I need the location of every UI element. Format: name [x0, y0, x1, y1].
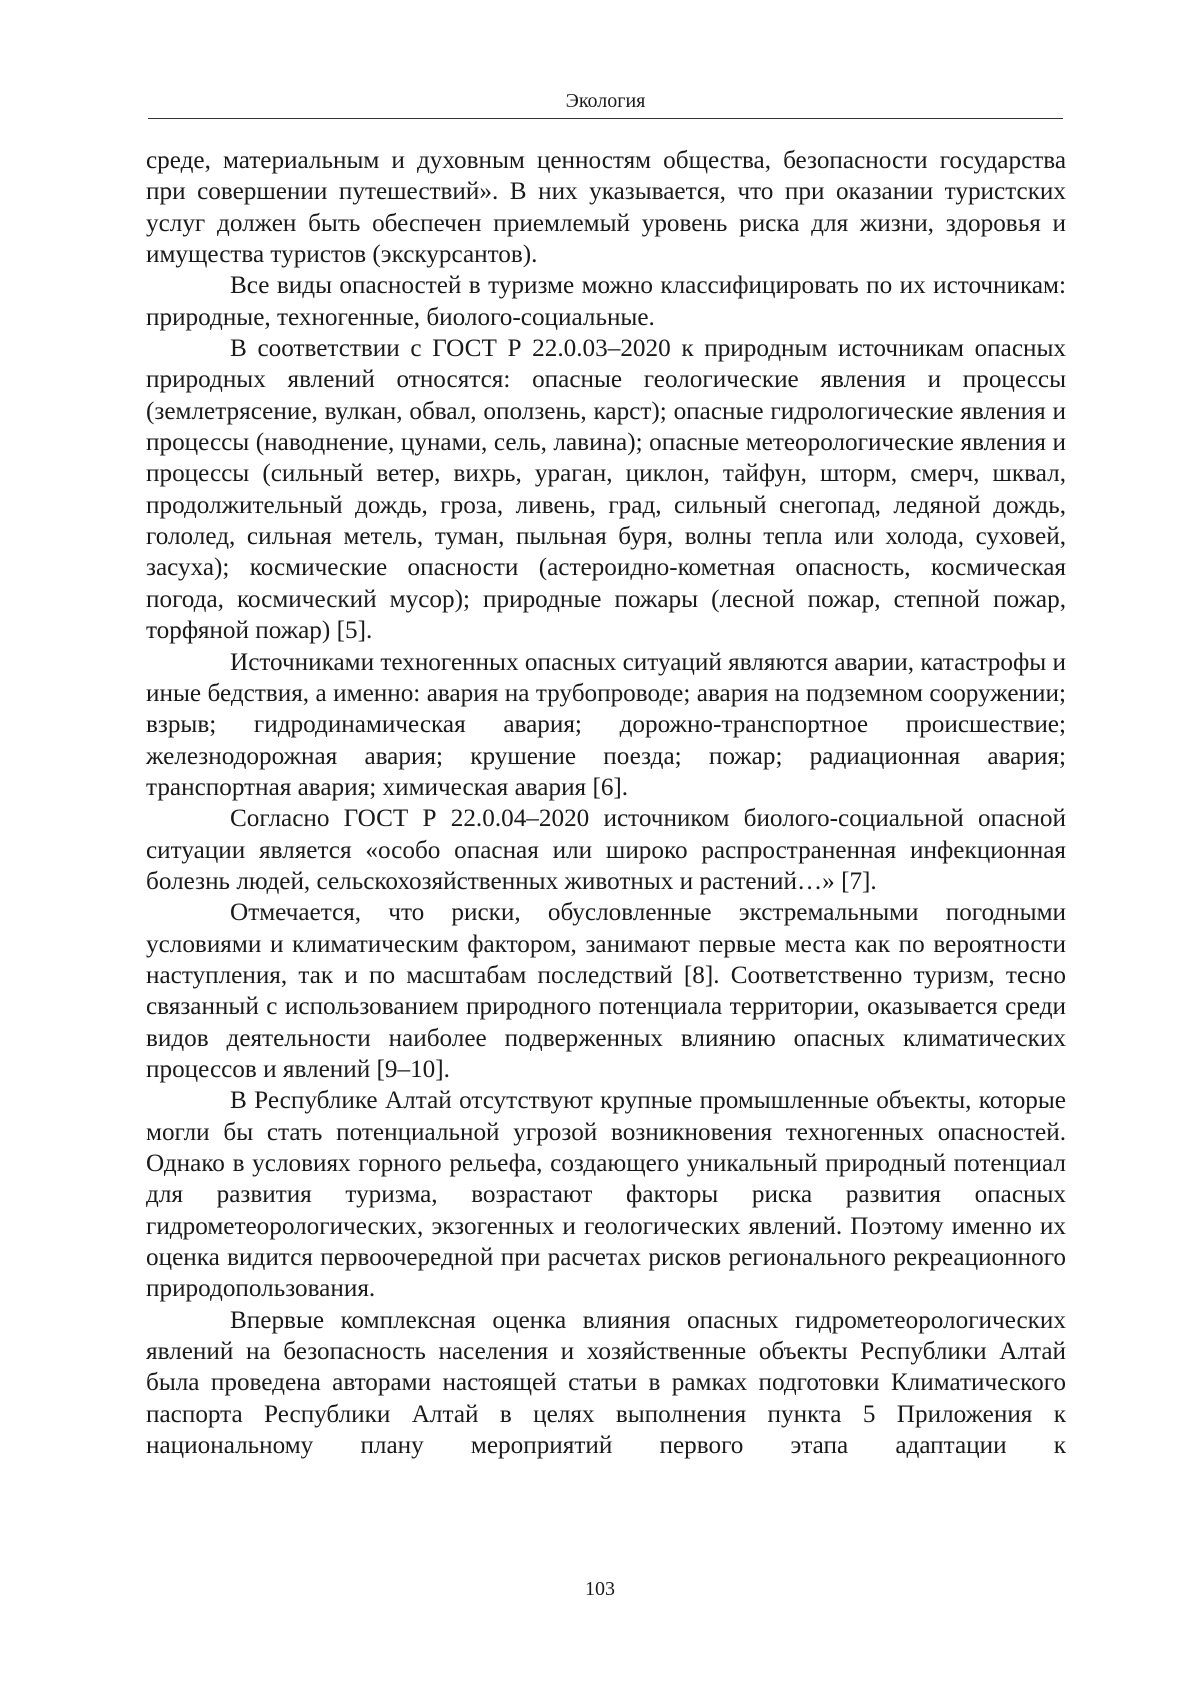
paragraph-climate-risks: Отмечается, что риски, обусловленные экстремальными погодными условиями и климатическим фактором, занимают первые места как по вероятности наступления, так и по масштабам последствий [8]. Соответственно туризм, тесно связанный с использованием природного потенциала территории, оказывается среди видов деятельности наиболее подверженных влиянию опасных климатических процессов и явлений [9–10].: [146, 899, 1066, 1083]
paragraph-biosocial-sources: Согласно ГОСТ Р 22.0.04–2020 источником биолого-социальной опасной ситуации является «особо опасная или широко распространенная инфекционная болезнь людей, сельскохозяйственных животных и растений…» [7].: [146, 805, 1066, 895]
article-body: [146, 145, 1066, 1461]
paragraph-altai-republic: В Республике Алтай отсутствуют крупные промышленные объекты, которые могли бы стать потенциальной угрозой возникновения техногенных опасностей. Однако в условиях горного рельефа, создающего уникальный природный потенциал для развития туризма, возрастают факторы риска развития опасных гидрометеорологических, экзогенных и геологических явлений. Поэтому именно их оценка видится первоочередной при расчетах рисков регионального рекреационного природопользования.: [146, 1087, 1066, 1303]
running-header-title: Экология: [565, 90, 646, 112]
paragraph-comprehensive-assessment: Впервые комплексная оценка влияния опасных гидрометеорологических явлений на безопасность населения и хозяйственные объекты Республики Алтай была проведена авторами настоящей статьи в рамках подготовки Климатического паспорта Республики Алтай в целях выполнения пункта 5 Приложения к национальному плану мероприятий первого этапа адаптации к: [146, 1306, 1066, 1460]
page-number: 103: [585, 1578, 615, 1600]
paragraph-hazard-classification: Все виды опасностей в туризме можно классифицировать по их источникам: природные, техногенные, биолого-социальные.: [146, 272, 1066, 331]
paragraph-technogenic-sources: Источниками техногенных опасных ситуаций являются аварии, катастрофы и иные бедствия, а именно: авария на трубопроводе; авария на подземном сооружении; взрыв; гидродинамическая авария; дорожно-транспортное происшествие; железнодорожная авария; крушение поезда; пожар; радиационная авария; транспортная авария; химическая авария [6].: [146, 648, 1066, 801]
paragraph-natural-sources: В соответствии с ГОСТ Р 22.0.03–2020 к природным источникам опасных природных явлений относятся: опасные геологические явления и процессы (землетрясение, вулкан, обвал, оползень, карст); опасные гидрологические явления и процессы (наводнение, цунами, сель, лавина); опасные метеорологические явления и процессы (сильный ветер, вихрь, ураган, циклон, тайфун, шторм, смерч, шквал, продолжительный дождь, гроза, ливень, град, сильный снегопад, ледяной дождь, гололед, сильная метель, туман, пыльная буря, волны тепла или холода, суховей, засуха); космические опасности (астероидно-кометная опасность, космическая погода, космический мусор); природные пожары (лесной пожар, степной пожар, торфяной пожар) [5].: [146, 335, 1066, 645]
header-rule: [148, 118, 1063, 119]
paragraph-continuation: среде, материальным и духовным ценностям общества, безопасности государства при совершении путешествий». В них указывается, что при оказании туристских услуг должен быть обеспечен приемлемый уровень риска для жизни, здоровья и имущества туристов (экскурсантов).: [146, 147, 1066, 269]
